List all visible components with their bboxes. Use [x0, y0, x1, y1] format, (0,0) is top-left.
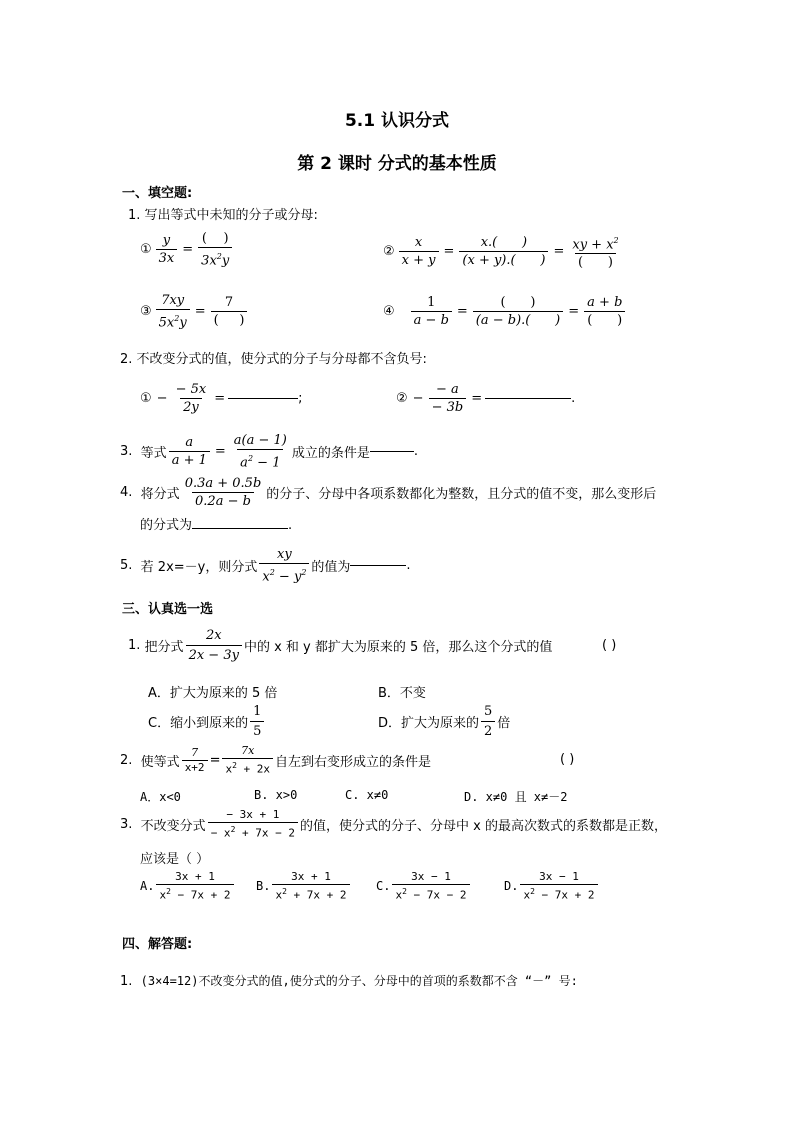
question-text: 中的 x 和 y 都扩大为原来的 5 倍，那么这个分式的值	[243, 640, 553, 655]
option-label: D.	[504, 879, 519, 894]
question-text: 写出等式中未知的分子或分母:	[144, 208, 318, 223]
fraction: $\frac{3x + 1}{x^2 - 7x + 2}$	[156, 870, 233, 903]
option-label: B.	[256, 879, 271, 894]
fraction: $\frac{1}{a - b}$	[411, 294, 452, 329]
option-c[interactable]	[148, 702, 266, 741]
question-number: 2.	[120, 752, 133, 768]
option-c[interactable]	[376, 870, 472, 903]
fraction: $\frac{7xy}{5x^2y}$	[156, 292, 190, 331]
answer-blank[interactable]	[370, 451, 414, 452]
question-number: 1.	[128, 638, 141, 653]
answer-blank[interactable]	[192, 528, 288, 529]
fraction: $\frac{1}{5}$	[250, 702, 264, 741]
fraction: $\frac{5}{2}$	[481, 702, 495, 741]
fraction: $\frac{3x - 1}{x^2 - 7x - 2}$	[392, 870, 469, 903]
marker: ①	[140, 391, 152, 406]
option-b[interactable]: B. x>0	[254, 788, 298, 802]
question-number: 1.	[128, 208, 141, 223]
fraction: $\frac{a + b}{( )}$	[584, 294, 625, 329]
question-1-2	[120, 348, 427, 367]
fraction: $\frac{7}{( )}$	[211, 294, 248, 329]
question-1-3: 3. 等式 $\frac{a}{a + 1}$ = $\frac{a(a - 1)}{a^2 - 1}$ 成立的条件是 .	[120, 433, 419, 471]
question-text: 把分式	[144, 640, 184, 655]
fraction: $\frac{7x}{x^2 + 2x}$	[222, 744, 273, 777]
option-b[interactable]: B．不变	[378, 686, 426, 701]
option-d[interactable]	[504, 870, 600, 903]
question-number: 3.	[120, 444, 133, 460]
punctuation: .	[288, 518, 293, 533]
option-text: D．扩大为原来的	[378, 716, 480, 731]
question-text: 的值为	[311, 560, 351, 576]
question-3-2: 2. 使等式 $\frac{7}{x+2}$ = $\frac{7x}{x^2 + 2x}$ 自左到右变形成立的条件是	[120, 744, 432, 776]
question-1-5	[120, 546, 411, 585]
question-text: 使等式	[140, 754, 180, 770]
fraction: $\frac{( )}{3x^2y}$	[198, 230, 232, 269]
punctuation: .	[571, 391, 576, 406]
equation-5: ① − $\frac{- 5x}{2y}$ = ;	[140, 382, 303, 415]
option-b[interactable]	[256, 870, 352, 903]
page-subtitle: 第 2 课时 分式的基本性质	[297, 154, 497, 174]
equation-1: ① $\frac{y}{3x}$ = $\frac{( )}{3x^2y}$	[140, 230, 234, 269]
fraction: $\frac{a(a - 1)}{a^2 - 1}$	[233, 433, 287, 471]
answer-paren[interactable]: ( )	[560, 752, 575, 767]
question-text: 成立的条件是	[291, 446, 370, 462]
option-text: C．缩小到原来的	[148, 716, 249, 731]
fraction: $\frac{xy}{x^2 - y^2}$	[259, 546, 309, 585]
question-text: 的分子、分母中各项系数都化为整数，且分式的值不变，那么变形后	[266, 487, 657, 502]
question-text: 等式	[140, 446, 167, 462]
question-number: 1.	[120, 974, 133, 989]
question-1-1	[128, 204, 318, 223]
question-3-1	[128, 626, 552, 665]
fraction: $\frac{a}{a + 1}$	[169, 434, 210, 469]
section-heading-fill-blank: 一、填空题:	[122, 186, 193, 201]
fraction: $\frac{- a}{- 3b}$	[429, 381, 467, 416]
marker: ②	[396, 391, 408, 406]
question-text: 的值，使分式的分子、分母中 x 的最高次数式的系数都是正数，	[300, 818, 667, 834]
punctuation: ;	[298, 391, 303, 406]
option-d[interactable]	[378, 702, 510, 741]
option-label: C.	[376, 879, 391, 894]
answer-blank[interactable]	[485, 398, 571, 399]
question-text: 不改变分式	[140, 818, 206, 834]
question-number: 2.	[120, 352, 133, 367]
question-text: 不改变分式的值，使分式的分子与分母都不含负号:	[136, 352, 427, 367]
option-a[interactable]: A．扩大为原来的 5 倍	[148, 686, 278, 701]
answer-paren[interactable]: ( )	[602, 638, 617, 653]
fraction: $\frac{3x - 1}{x^2 - 7x + 2}$	[520, 870, 597, 903]
question-text: 自左到右变形成立的条件是	[275, 754, 432, 770]
section-heading-solve: 四、解答题:	[122, 937, 193, 952]
equation-4: ④ $\frac{1}{a - b}$ = $\frac{( )}{(a - b).( )}$ = $\frac{a + b}{( )}$	[383, 294, 627, 329]
option-text: 倍	[497, 716, 511, 731]
punctuation: .	[406, 558, 411, 574]
fraction: $\frac{x}{x + y}$	[399, 234, 439, 269]
question-4-1	[120, 972, 578, 989]
question-text: 若 2x=－y，则分式	[140, 560, 258, 576]
option-label: A.	[140, 879, 155, 894]
page-title: 5.1 认识分式	[344, 111, 450, 131]
question-1-4-line2	[140, 514, 292, 533]
fraction: $\frac{2x}{2x - 3y}$	[186, 626, 242, 665]
fraction: $\frac{xy + x^2}{( )}$	[572, 236, 619, 271]
marker: ③	[140, 304, 152, 320]
fraction: $\frac{0.3a + 0.5b}{0.2a - b}$	[184, 476, 262, 509]
marker: ②	[383, 244, 395, 260]
question-number: 3.	[120, 816, 133, 832]
fraction: $\frac{( )}{(a - b).( )}$	[473, 294, 563, 329]
option-a[interactable]	[140, 870, 236, 903]
answer-blank[interactable]	[228, 398, 298, 399]
section-heading-choice: 三、认真选一选	[122, 602, 214, 617]
marker: ①	[140, 242, 152, 258]
option-a[interactable]: A．x<0	[140, 790, 181, 804]
question-text: 的分式为	[140, 518, 193, 533]
question-3-3-line2: 应该是（ ）	[140, 852, 210, 867]
option-d[interactable]: D. x≠0 且 x≠－2	[464, 790, 568, 804]
equation-3: ③ $\frac{7xy}{5x^2y}$ = $\frac{7}{( )}$	[140, 292, 249, 331]
option-c[interactable]: C. x≠0	[345, 788, 389, 802]
fraction: $\frac{y}{3x}$	[156, 232, 178, 267]
question-text: (3×4=12)不改变分式的值,使分式的分子、分母中的首项的系数都不含 “－” 号:	[140, 974, 578, 988]
fraction: $\frac{7}{x+2}$	[182, 746, 208, 775]
question-number: 4.	[120, 485, 133, 500]
question-number: 5.	[120, 558, 133, 574]
punctuation: .	[413, 444, 419, 460]
equation-2: ② $\frac{x}{x + y}$ = $\frac{x.( )}{(x + y).( )}$ = $\frac{xy + x^2}{( )}$	[383, 232, 624, 271]
marker: ④	[383, 304, 395, 319]
question-3-3	[120, 808, 667, 841]
question-1-4	[120, 475, 656, 510]
equation-6: ② − $\frac{- a}{- 3b}$ = .	[396, 382, 576, 415]
answer-blank[interactable]	[350, 565, 406, 566]
fraction: $\frac{- 3x + 1}{- x^2 + 7x - 2}$	[208, 808, 298, 841]
question-text: 将分式	[140, 487, 180, 502]
fraction: $\frac{x.( )}{(x + y).( )}$	[459, 234, 548, 269]
fraction: $\frac{3x + 1}{x^2 + 7x + 2}$	[272, 870, 349, 903]
fraction: $\frac{- 5x}{2y}$	[175, 382, 207, 415]
